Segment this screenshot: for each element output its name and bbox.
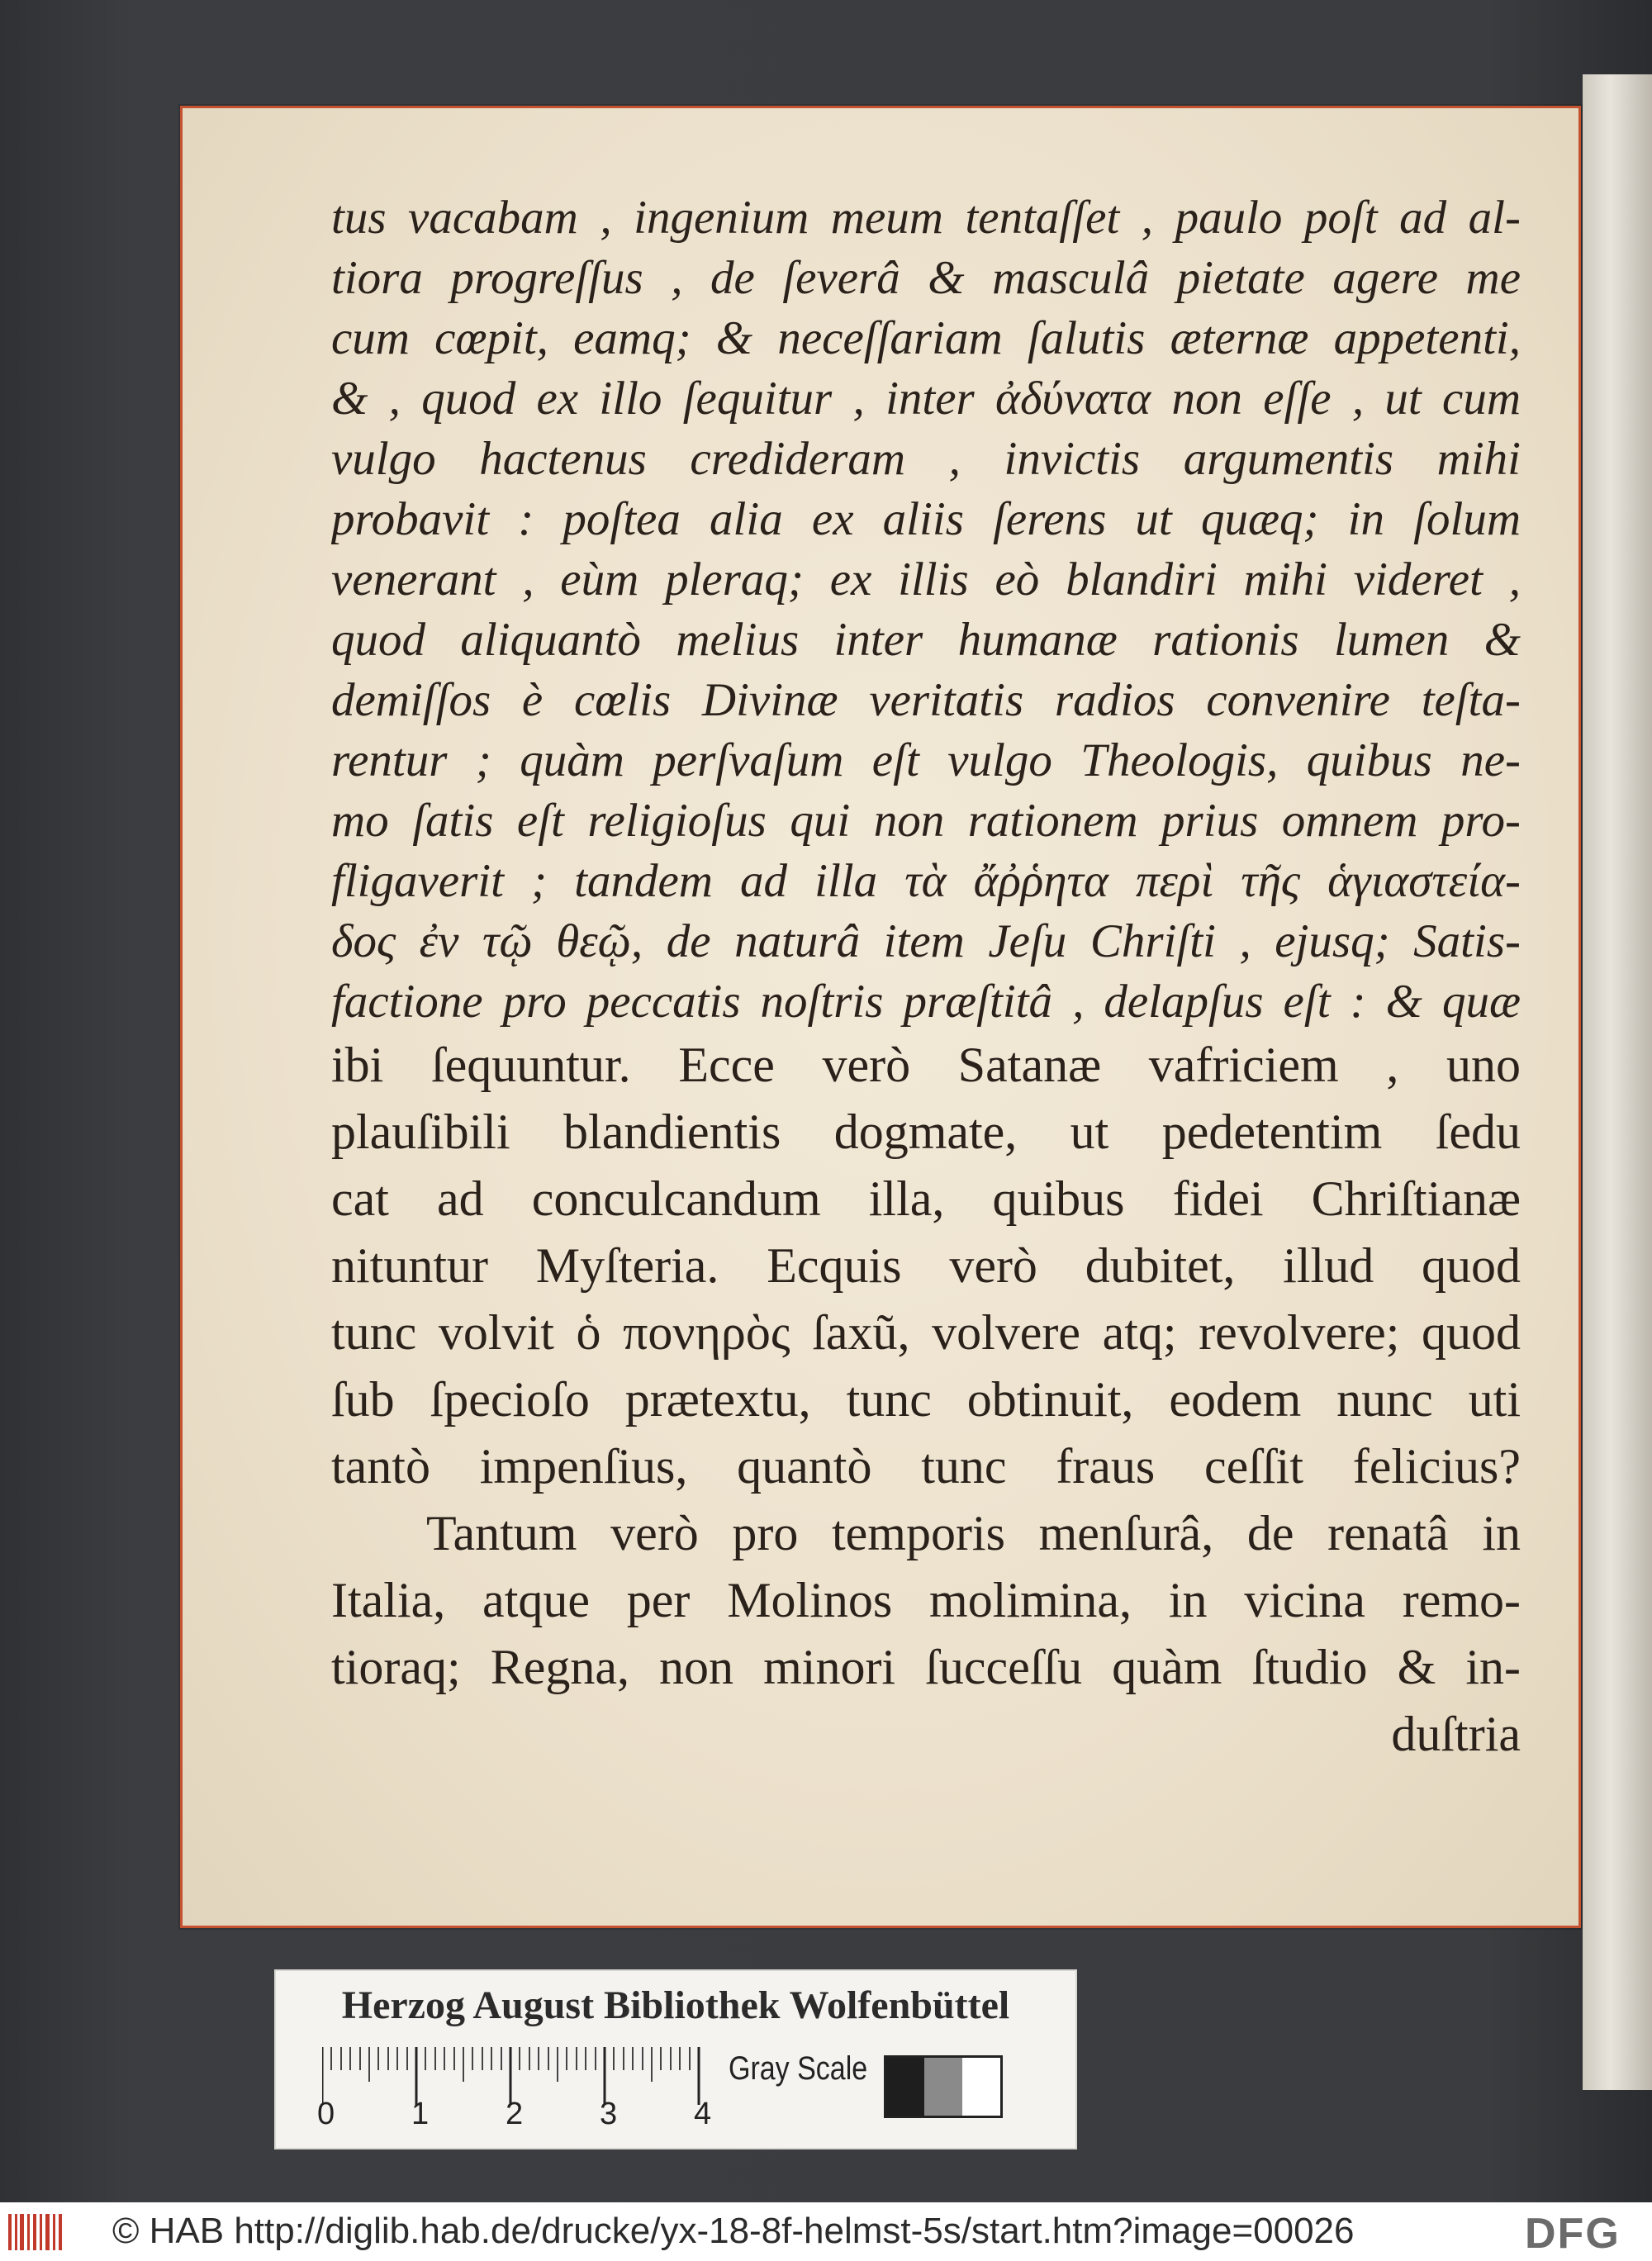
text-line: tantò impenſius, quantò tunc fraus ceſſit felicius? [331,1439,1521,1494]
text-line: cum cœpit, eamq; & neceſſariam ſalutis æternæ appetenti, [331,312,1521,364]
catchword: duſtria [1391,1707,1521,1761]
footer-bar [0,2202,1652,2261]
text-line: δος ἐν τῷ θεῷ, de naturâ item Jeſu Chriſti , ejusq; Satis- [331,915,1521,967]
text-line: tiora progreſſus , de ſeverâ & masculâ pietate agere me [331,252,1521,304]
text-line: cat ad conculcandum illa, quibus fidei Chriſtianæ [331,1171,1521,1226]
ruler-number: 3 [600,2097,618,2131]
color-calibration-card [274,1969,1077,2149]
dfg-logo: DFG [1525,2210,1621,2258]
adjacent-page-edge [1583,74,1652,2090]
gray-scale-label: Gray Scale [729,2050,868,2087]
ruler-number: 0 [317,2097,335,2131]
text-line: & , quod ex illo ſequitur , inter ἀδύνατα non eſſe , ut cum [331,373,1521,425]
text-line: factione pro peccatis noſtris præſtitâ , delapſus eſt : & quæ [331,976,1521,1028]
text-line: venerant , eùm pleraq; ex illis eò blandiri mihi videret , [331,553,1521,606]
text-line: ibi ſequuntur. Ecce verò Satanæ vafriciem , uno [331,1038,1521,1092]
text-line: plauſibili blandientis dogmate, ut pedetentim ſedu [331,1104,1521,1159]
text-line: quod aliquantò melius inter humanæ rationis lumen & [331,614,1521,666]
library-name: Herzog August Bibliothek Wolfenbüttel [341,1983,1010,2027]
copyright-url: © HAB http://diglib.hab.de/drucke/yx-18-8f-helmst-5s/start.htm?image=00026 [112,2211,1355,2251]
text-line: fligaverit ; tandem ad illa τὰ ἄῤῥητα περὶ τῆς ἁγιαστεία- [331,855,1521,907]
white-swatch [962,2058,1000,2116]
text-line: vulgo hactenus credideram , invictis argumentis mihi [331,433,1521,485]
text-line: tus vacabam , ingenium meum tentaſſet , paulo poſt ad al- [331,192,1521,244]
paragraph-start-line: Tantum verò pro temporis menſurâ, de renatâ in [426,1506,1521,1560]
page-text [331,188,1521,1768]
gray-scale-swatches [884,2055,1003,2118]
text-line: demiſſos è cœlis Divinæ veritatis radios convenire teſta- [331,674,1521,726]
text-line: probavit : poſtea alia ex aliis ſerens ut quæq; in ſolum [331,493,1521,545]
ruler-number: 4 [694,2097,712,2131]
gray-swatch [924,2058,962,2116]
text-line: ſub ſpecioſo prætextu, tunc obtinuit, eodem nunc uti [331,1372,1521,1427]
text-line: tunc volvit ὁ πονηρὸς ſaxũ, volvere atq; revolvere; quod [331,1305,1521,1360]
text-line: rentur ; quàm perſvaſum eſt vulgo Theologis, quibus ne- [331,734,1521,786]
barcode-icon [8,2214,66,2250]
text-line: Italia, atque per Molinos molimina, in vicina remo- [331,1573,1521,1627]
text-line: nituntur Myſteria. Ecquis verò dubitet, illud quod [331,1238,1521,1293]
black-swatch [886,2058,924,2116]
ruler-number: 2 [506,2097,524,2131]
ruler-number: 1 [411,2097,430,2131]
text-line: mo ſatis eſt religioſus qui non rationem prius omnem pro- [331,795,1521,847]
text-line: tioraq; Regna, non minori ſucceſſu quàm ſtudio & in- [331,1640,1521,1694]
book-page [180,106,1581,1928]
